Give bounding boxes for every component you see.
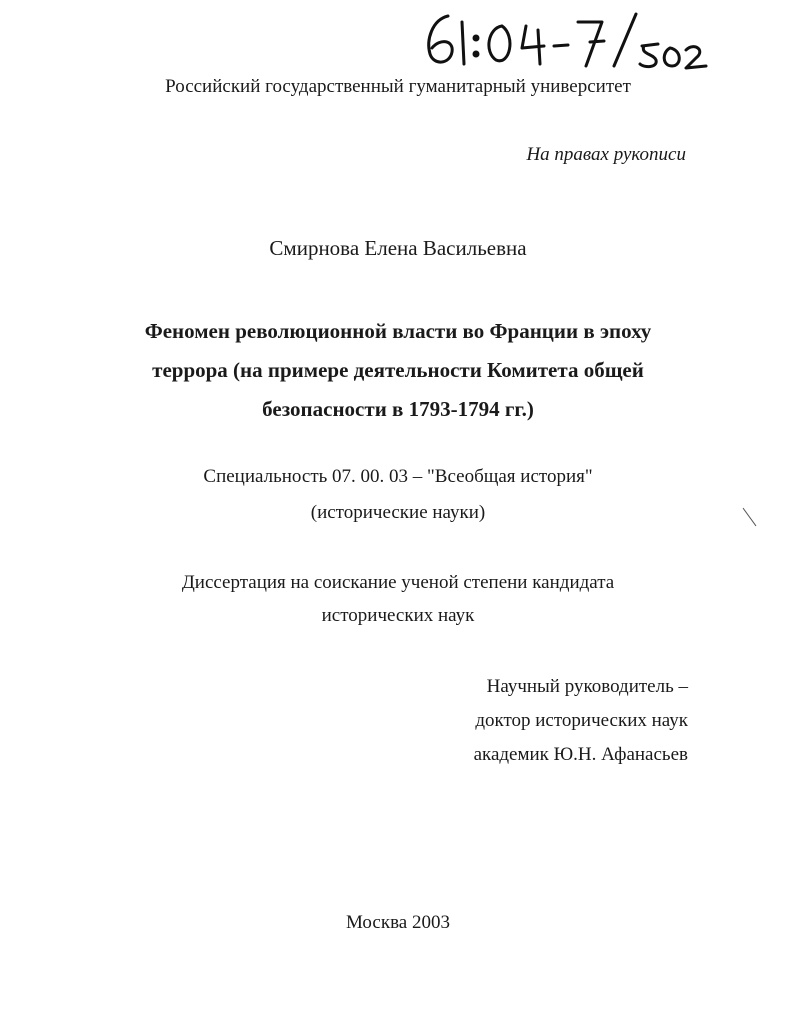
dissertation-statement: Диссертация на соискание ученой степени кандидата xyxy=(181,572,615,593)
specialty-field: (исторические науки) xyxy=(310,502,486,523)
city-year: Москва 2003 xyxy=(346,912,450,933)
supervisor-label: Научный руководитель – xyxy=(486,676,688,697)
supervisor-name: академик Ю.Н. Афанасьев xyxy=(473,744,688,765)
title-line-2: террора (на примере деятельности Комитета общей xyxy=(152,358,644,382)
handwritten-catalog-number xyxy=(418,8,708,70)
rights-note: На правах рукописи xyxy=(526,144,686,165)
title-line-1: Феномен революционной власти во Франции в эпоху xyxy=(144,319,652,343)
specialty-line: Специальность 07. 00. 03 – "Всеобщая история" xyxy=(203,466,593,487)
dissertation-title xyxy=(0,312,796,429)
university-name: Российский государственный гуманитарный университет xyxy=(165,76,631,97)
supervisor-degree: доктор исторических наук xyxy=(475,710,688,731)
title-line-3: безопасности в 1793-1794 гг.) xyxy=(262,397,534,421)
author-name: Смирнова Елена Васильевна xyxy=(269,236,527,260)
dissertation-degree: исторических наук xyxy=(321,605,475,626)
